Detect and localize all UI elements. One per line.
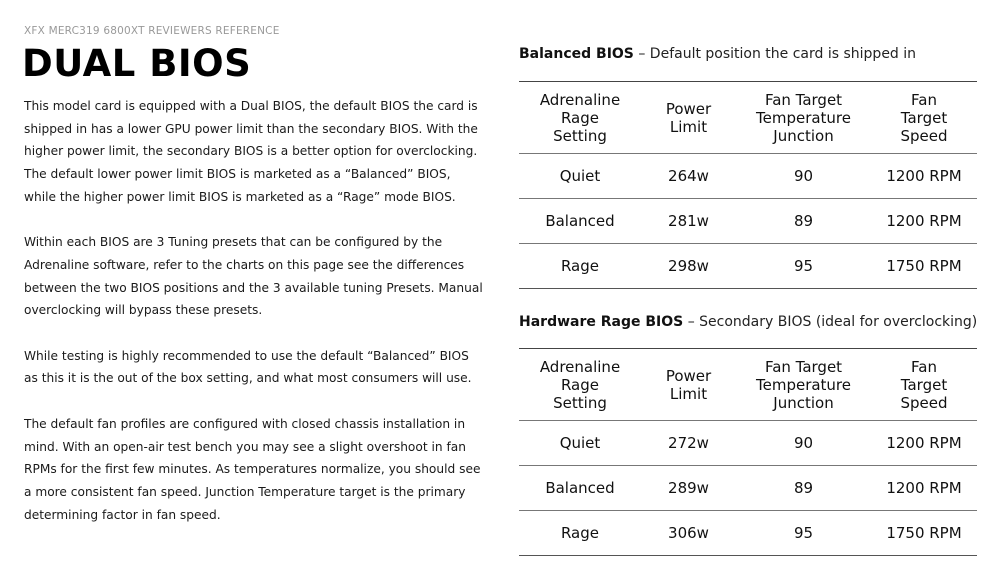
table-row [519, 421, 977, 466]
cell-power: 281w [641, 199, 736, 244]
col-header-setting: Adrenaline Rage Setting [519, 349, 641, 421]
table-row [519, 466, 977, 511]
cell-speed: 1200 RPM [871, 421, 977, 466]
section-name: Hardware Rage BIOS [519, 314, 684, 330]
col-header-fan-target: Fan Target Temperature Junction [736, 349, 871, 421]
body-text [24, 95, 486, 549]
table-header-row [519, 82, 977, 154]
cell-setting: Quiet [519, 154, 641, 199]
cell-speed: 1750 RPM [871, 511, 977, 556]
document-eyebrow: XFX MERC319 6800XT REVIEWERS REFERENCE [24, 25, 280, 37]
col-header-power: Power Limit [641, 349, 736, 421]
cell-setting: Quiet [519, 421, 641, 466]
cell-setting: Rage [519, 511, 641, 556]
cell-speed: 1750 RPM [871, 244, 977, 289]
paragraph: While testing is highly recommended to use the default “Balanced” BIOS as this it is the out of the box setting, and what most consumers will use. [24, 348, 472, 386]
cell-temp: 95 [736, 511, 871, 556]
col-header-fan-speed: Fan Target Speed [871, 349, 977, 421]
balanced-bios-heading [519, 46, 916, 62]
col-header-fan-speed: Fan Target Speed [871, 82, 977, 154]
section-name: Balanced BIOS [519, 46, 634, 62]
cell-temp: 89 [736, 466, 871, 511]
cell-power: 306w [641, 511, 736, 556]
cell-setting: Balanced [519, 466, 641, 511]
cell-power: 298w [641, 244, 736, 289]
col-header-fan-target: Fan Target Temperature Junction [736, 82, 871, 154]
section-subtitle: – Default position the card is shipped in [638, 46, 917, 62]
cell-temp: 89 [736, 199, 871, 244]
section-subtitle: – Secondary BIOS (ideal for overclocking) [687, 314, 978, 330]
page-title: DUAL BIOS [22, 42, 252, 85]
cell-temp: 90 [736, 154, 871, 199]
balanced-bios-table [519, 81, 977, 289]
cell-speed: 1200 RPM [871, 154, 977, 199]
table-header-row [519, 349, 977, 421]
rage-bios-heading [519, 314, 977, 330]
cell-speed: 1200 RPM [871, 199, 977, 244]
cell-setting: Rage [519, 244, 641, 289]
table-row [519, 244, 977, 289]
table-row [519, 154, 977, 199]
col-header-setting: Adrenaline Rage Setting [519, 82, 641, 154]
cell-speed: 1200 RPM [871, 466, 977, 511]
table-row [519, 511, 977, 556]
cell-power: 264w [641, 154, 736, 199]
cell-power: 289w [641, 466, 736, 511]
paragraph: Within each BIOS are 3 Tuning presets that can be configured by the Adrenaline software, refer to the charts on this page see the differences between the two BIOS positions and the 3 available tuning Presets. Manual overclocking will bypass these presets. [24, 235, 483, 318]
paragraph: This model card is equipped with a Dual BIOS, the default BIOS the card is shipped in has a lower GPU power limit than the secondary BIOS. With the higher power limit, the secondary BIOS is a better option for overclocking. The default lower power limit BIOS is marketed as a “Balanced” BIOS, while the higher power limit BIOS is marketed as a “Rage” mode BIOS. [24, 99, 478, 204]
col-header-power: Power Limit [641, 82, 736, 154]
paragraph: The default fan profiles are configured with closed chassis installation in mind. With an open-air test bench you may see a slight overshoot in fan RPMs for the first few minutes. As temperatures normalize, you should see a more consistent fan speed. Junction Temperature target is the primary determining factor in fan speed. [24, 416, 481, 522]
table-row [519, 199, 977, 244]
rage-bios-table [519, 348, 977, 556]
cell-temp: 95 [736, 244, 871, 289]
cell-power: 272w [641, 421, 736, 466]
cell-temp: 90 [736, 421, 871, 466]
cell-setting: Balanced [519, 199, 641, 244]
